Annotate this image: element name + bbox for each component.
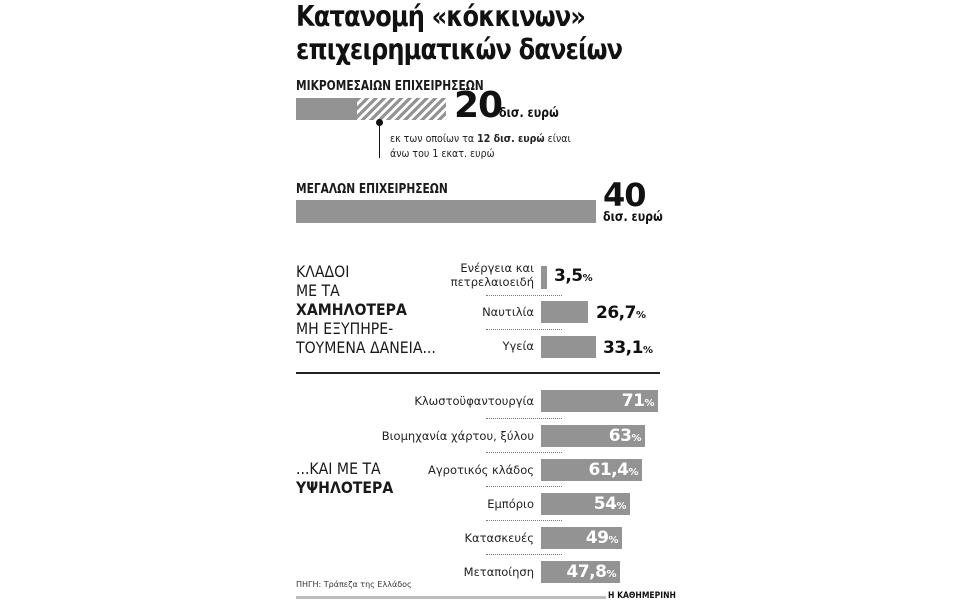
low-heading-line3: ΧΑΜΗΛΟΤΕΡΑ [296,300,407,319]
low-item-shipping-value [596,303,645,323]
sme-note-bold: 12 δισ. ευρώ [477,133,545,145]
sme-unit: δισ. ευρώ [499,106,559,121]
high-item-agriculture-value [589,460,638,480]
large-unit: δισ. ευρώ [603,210,663,225]
separator-dots [486,452,562,453]
low-item-health-label: Υγεία [502,339,534,353]
value-number: 47,8 [566,562,607,582]
high-item-textiles-value [622,391,654,411]
high-item-construction-bar [541,527,622,549]
low-item-energy-label [451,261,534,289]
separator-dots [486,295,562,296]
high-item-textiles-label: Κλωστοϋφαντουργία [414,394,534,408]
chart-title-line1: Κατανομή «κόκκινων» [296,0,586,33]
low-item-shipping-bar [541,301,588,323]
value-number: 26,7 [596,303,636,323]
sme-value: 20 [454,85,503,126]
low-heading-line4: ΜΗ ΕΞΥΠΗΡΕ- [296,319,394,338]
low-item-health-bar [541,336,596,358]
annotation-leader-line [379,124,380,158]
sme-label: ΜΙΚΡΟΜΕΣΑΙΩΝ ΕΠΙΧΕΙΡΗΣΕΩΝ [296,79,484,94]
brand-logo: Η ΚΑΘΗΜΕΡΙΝΗ [608,591,676,601]
low-item-energy-label-2: πετρελαιοειδή [450,275,534,289]
value-number: 54 [593,494,617,514]
high-item-commerce-label: Εμπόριο [487,497,534,511]
low-item-energy-bar [541,266,547,289]
high-item-manufacturing-value [567,562,616,582]
value-pct: % [608,535,618,546]
large-bar [296,200,596,223]
separator-dots [486,418,562,419]
value-pct: % [582,273,593,284]
value-number: 49 [585,528,609,548]
high-item-textiles-bar [541,390,658,412]
high-item-construction-value [586,528,618,548]
high-item-manufacturing-bar [541,561,620,583]
separator-dots [486,520,562,521]
high-item-paper-label: Βιομηχανία χάρτου, ξύλου [381,429,534,443]
high-item-paper-value [609,426,641,446]
sme-note-line2: άνω του 1 εκατ. ευρώ [390,148,495,160]
low-item-shipping-label: Ναυτιλία [482,305,534,319]
value-pct: % [644,398,654,409]
large-value: 40 [603,176,646,214]
low-heading-line1: ΚΛΑΔΟΙ [296,262,350,281]
sme-note-pre: εκ των οποίων τα [390,133,478,145]
value-number: 63 [608,426,632,446]
high-item-agriculture-label: Αγροτικός κλάδος [427,463,534,477]
high-heading-line1: ...ΚΑΙ ΜΕ ΤΑ [296,459,381,478]
high-section-heading [296,459,393,497]
source-note: ΠΗΓΗ: Τράπεζα της Ελλάδος [296,580,412,589]
value-number: 71 [621,391,645,411]
value-number: 33,1 [603,338,643,358]
low-section-heading [296,262,436,357]
high-item-construction-label: Κατασκευές [464,531,534,545]
section-divider [296,372,660,374]
high-item-commerce-value [594,494,626,514]
low-item-health-value [603,338,652,358]
chart-title [296,0,622,66]
sme-note [390,132,571,162]
separator-dots [486,486,562,487]
separator-dots [486,554,562,555]
footer-line [296,596,606,599]
high-item-paper-bar [541,425,645,447]
high-item-manufacturing-label: Μεταποίηση [463,565,534,579]
value-pct: % [631,433,641,444]
sme-note-post: είναι [544,133,571,145]
low-item-energy-value [554,266,592,286]
value-pct: % [642,345,653,356]
value-number: 3,5 [554,266,583,286]
sme-bar-solid [296,98,357,120]
chart-title-line2: επιχειρηματικών δανείων [296,33,623,66]
value-pct: % [635,310,646,321]
value-pct: % [628,467,638,478]
high-heading-line2: ΥΨΗΛΟΤΕΡΑ [296,478,394,497]
large-label: ΜΕΓΑΛΩΝ ΕΠΙΧΕΙΡΗΣΕΩΝ [296,182,448,197]
low-heading-line5: ΤΟΥΜΕΝΑ ΔΑΝΕΙΑ... [296,338,436,357]
value-pct: % [606,569,616,580]
separator-dots [486,329,562,330]
high-item-commerce-bar [541,493,630,515]
sme-bar-hatched [357,98,446,120]
low-item-energy-label-1: Ενέργεια και [460,261,534,275]
low-heading-line2: ΜΕ ΤΑ [296,281,340,300]
high-item-agriculture-bar [541,459,642,481]
value-pct: % [616,501,626,512]
value-number: 61,4 [588,460,629,480]
